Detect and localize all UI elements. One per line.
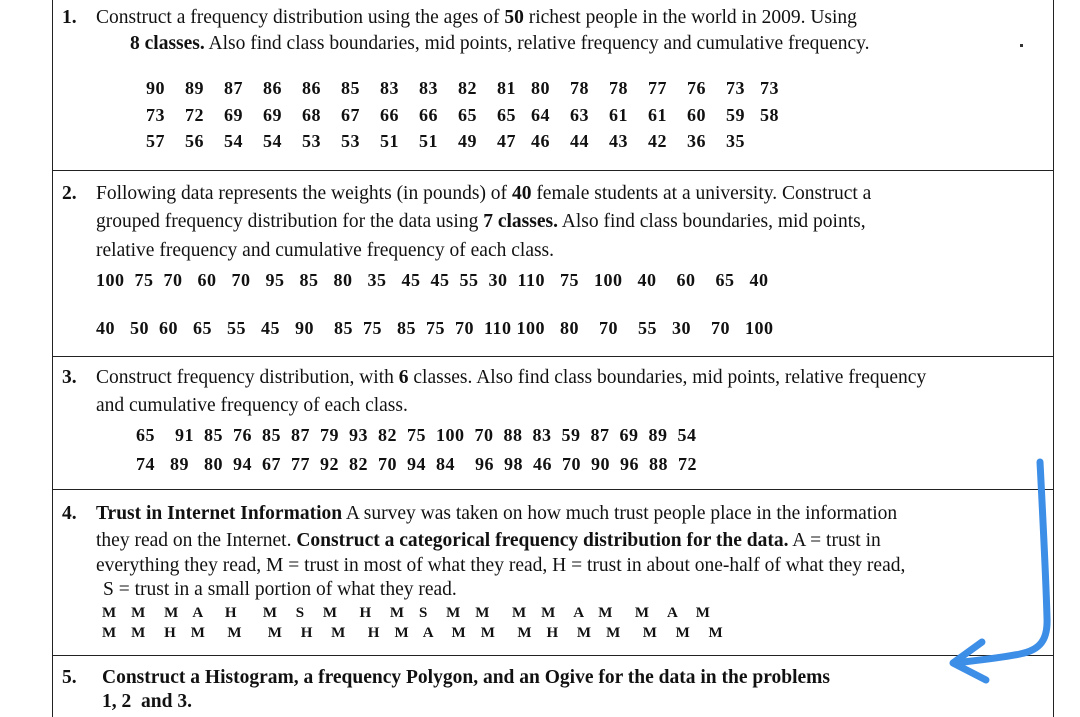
q4-data-row: M M H M M M H M H M A M M M H M M M M M: [102, 625, 723, 641]
q4-number: 4.: [62, 503, 77, 524]
q1-text-line2: 8 classes. Also find class boundaries, mid points, relative frequency and cumulative frequency.: [130, 33, 870, 54]
q2-data-row: 40 50 60 65 55 45 90 85 75 85 75 70 110 100 80 70 55 30 70 100: [96, 318, 774, 338]
q4-text-line1: Trust in Internet Information A survey was taken on how much trust people place in the information: [96, 503, 898, 524]
q4-text-line4: S = trust in a small portion of what they read.: [103, 579, 457, 600]
q3-number: 3.: [62, 367, 77, 388]
q1-data-row: 57 56 54 54 53 53 51 51 49 47 46 44 43 42 36 35: [146, 131, 745, 151]
q5-text-line1: Construct a Histogram, a frequency Polygon, and an Ogive for the data in the problems: [102, 667, 831, 688]
q2-text-line2: grouped frequency distribution for the data using 7 classes. Also find class boundaries, mid points,: [96, 211, 866, 232]
q3-data-row: 65 91 85 76 85 87 79 93 82 75 100 70 88 83 59 87 69 89 54: [136, 425, 697, 445]
q3-text-line1: Construct frequency distribution, with 6 classes. Also find class boundaries, mid points, relative frequency: [96, 367, 927, 388]
q5-text-line2: 1, 2 and 3.: [102, 691, 192, 712]
q4-text-line2: they read on the Internet. Construct a categorical frequency distribution for the data. A = trust in: [96, 530, 881, 551]
q5-number: 5.: [62, 667, 77, 688]
q4-data-row: M M M A H M S M H M S M M M M A M M A M: [102, 605, 710, 621]
q3-text-line2: and cumulative frequency of each class.: [96, 395, 408, 416]
q1-data-row: 73 72 69 69 68 67 66 66 65 65 64 63 61 61 60 59 58: [146, 105, 779, 125]
q3-data-row: 74 89 80 94 67 77 92 82 70 94 84 96 98 46 70 90 96 88 72: [136, 454, 697, 474]
q1-data-row: 90 89 87 86 86 85 83 83 82 81 80 78 78 77 76 73 73: [146, 78, 779, 98]
q4-text-line3: everything they read, M = trust in most of what they read, H = trust in about one-half of what they read,: [96, 555, 906, 576]
q2-data-row: 100 75 70 60 70 95 85 80 35 45 45 55 30 110 75 100 40 60 65 40: [96, 270, 769, 290]
q2-text-line1: Following data represents the weights (in pounds) of 40 female students at a university. Construct a: [96, 183, 872, 204]
q1-number: 1.: [62, 7, 77, 28]
q2-text-line3: relative frequency and cumulative frequency of each class.: [96, 240, 555, 261]
q2-number: 2.: [62, 183, 77, 204]
q1-text-line1: Construct a frequency distribution using the ages of 50 richest people in the world in 2009. Using: [96, 7, 857, 28]
